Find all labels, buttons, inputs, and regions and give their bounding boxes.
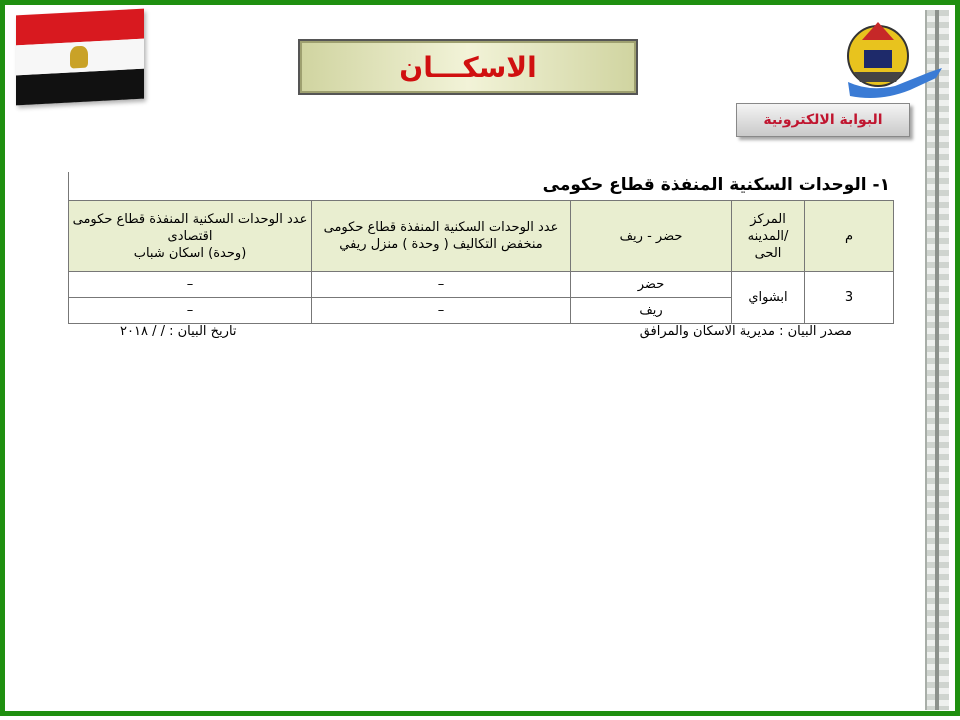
header-center: المركز /المدينه الحى bbox=[732, 201, 805, 272]
cell-economic: – bbox=[69, 298, 312, 324]
film-strip-decoration bbox=[925, 10, 949, 710]
table-row bbox=[69, 272, 894, 298]
cell-low-cost: – bbox=[312, 272, 571, 298]
header-low-cost-units: عدد الوحدات السكنية المنفذة قطاع حكومى منخفض التكاليف ( وحدة ) منزل ريفي bbox=[312, 201, 571, 272]
egypt-flag-icon bbox=[16, 9, 144, 106]
header-m: م bbox=[805, 201, 894, 272]
data-source: مصدر البيان : مديرية الاسكان والمرافق bbox=[639, 324, 852, 339]
cell-low-cost: – bbox=[312, 298, 571, 324]
header-economic-units: عدد الوحدات السكنية المنفذة قطاع حكومى اقتصادى (وحدة) اسكان شباب bbox=[69, 201, 312, 272]
cell-economic: – bbox=[69, 272, 312, 298]
data-date: تاريخ البيان : / / ٢٠١٨ bbox=[120, 324, 237, 339]
cell-m: 3 bbox=[805, 272, 894, 324]
e-portal-link[interactable] bbox=[736, 103, 910, 137]
header-urban-rural: حضر - ريف bbox=[571, 201, 732, 272]
cell-type: ريف bbox=[571, 298, 732, 324]
table-header-row bbox=[69, 201, 894, 272]
page-title-box bbox=[298, 39, 638, 95]
e-portal-label: البوابة الالكترونية bbox=[763, 112, 883, 128]
cell-center: ابشواي bbox=[732, 272, 805, 324]
section-title: ١- الوحدات السكنية المنفذة قطاع حكومى bbox=[542, 175, 890, 195]
cell-type: حضر bbox=[571, 272, 732, 298]
housing-table bbox=[68, 200, 894, 324]
page-title: الاسكـــان bbox=[399, 50, 537, 84]
governorate-logo-icon bbox=[840, 12, 946, 104]
table-left-border bbox=[68, 172, 69, 202]
